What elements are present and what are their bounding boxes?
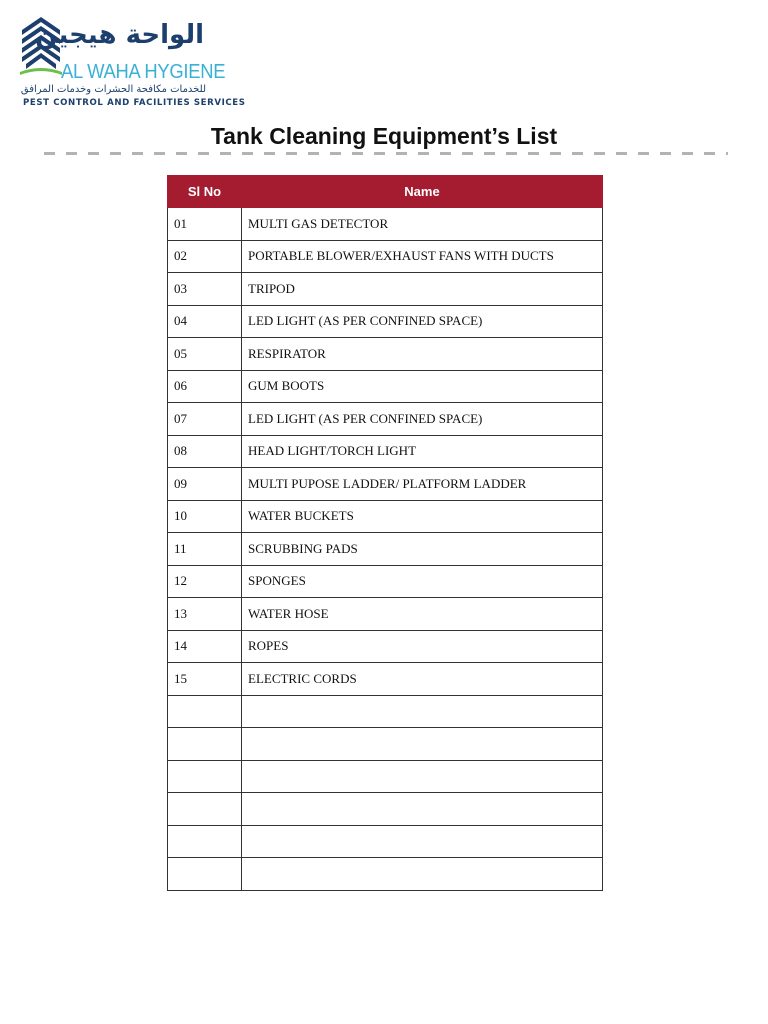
sl-no-cell: 12 [168,565,242,598]
equipment-name-cell [242,858,603,891]
sl-no-cell: 10 [168,500,242,533]
table-row [168,858,603,891]
company-logo [14,14,246,114]
table-row [168,630,603,663]
table-row [168,695,603,728]
sl-no-cell: 14 [168,630,242,663]
table-row [168,793,603,826]
table-row [168,760,603,793]
table-row [168,208,603,241]
sl-no-cell: 06 [168,370,242,403]
equipment-table [167,175,603,891]
sl-no-cell: 15 [168,663,242,696]
sl-no-cell [168,858,242,891]
sl-no-cell [168,695,242,728]
equipment-name-cell: WATER BUCKETS [242,500,603,533]
equipment-name-cell: LED LIGHT (AS PER CONFINED SPACE) [242,403,603,436]
table-row [168,500,603,533]
sl-no-cell: 09 [168,468,242,501]
equipment-name-cell: WATER HOSE [242,598,603,631]
equipment-name-cell: TRIPOD [242,273,603,306]
table-row [168,370,603,403]
equipment-table-body [168,208,603,891]
equipment-name-cell [242,728,603,761]
sl-no-cell [168,760,242,793]
sl-no-cell [168,728,242,761]
logo-arabic-name: الواحة هيجين [35,20,204,50]
page-title: Tank Cleaning Equipment’s List [210,123,558,149]
sl-no-cell: 11 [168,533,242,566]
sl-no-cell: 07 [168,403,242,436]
equipment-name-cell: HEAD LIGHT/TORCH LIGHT [242,435,603,468]
equipment-name-cell: LED LIGHT (AS PER CONFINED SPACE) [242,305,603,338]
equipment-name-cell: RESPIRATOR [242,338,603,371]
table-row [168,468,603,501]
table-row [168,728,603,761]
column-header-sl-no: Sl No [168,176,242,208]
sl-no-cell: 01 [168,208,242,241]
table-row [168,435,603,468]
equipment-name-cell [242,793,603,826]
table-row [168,533,603,566]
column-header-name: Name [242,176,603,208]
sl-no-cell: 03 [168,273,242,306]
equipment-name-cell: GUM BOOTS [242,370,603,403]
table-row [168,305,603,338]
sl-no-cell [168,825,242,858]
sl-no-cell: 05 [168,338,242,371]
equipment-name-cell [242,825,603,858]
equipment-name-cell: ROPES [242,630,603,663]
sl-no-cell: 04 [168,305,242,338]
table-row [168,273,603,306]
sl-no-cell: 13 [168,598,242,631]
dashed-divider [44,152,728,155]
table-row [168,598,603,631]
equipment-name-cell [242,695,603,728]
table-row [168,565,603,598]
equipment-name-cell: ELECTRIC CORDS [242,663,603,696]
table-row [168,338,603,371]
sl-no-cell: 08 [168,435,242,468]
logo-arabic-subtitle: للخدمات مكافحة الحشرات وخدمات المرافق [21,84,206,95]
sl-no-cell: 02 [168,240,242,273]
equipment-name-cell: MULTI PUPOSE LADDER/ PLATFORM LADDER [242,468,603,501]
table-row [168,403,603,436]
logo-english-name: AL WAHA HYGIENE [61,61,226,83]
equipment-name-cell: MULTI GAS DETECTOR [242,208,603,241]
logo-tagline: PEST CONTROL AND FACILITIES SERVICES [23,98,246,108]
table-header-row [168,176,603,208]
table-row [168,663,603,696]
equipment-name-cell: PORTABLE BLOWER/EXHAUST FANS WITH DUCTS [242,240,603,273]
table-row [168,825,603,858]
equipment-name-cell: SCRUBBING PADS [242,533,603,566]
equipment-name-cell: SPONGES [242,565,603,598]
table-row [168,240,603,273]
equipment-name-cell [242,760,603,793]
sl-no-cell [168,793,242,826]
